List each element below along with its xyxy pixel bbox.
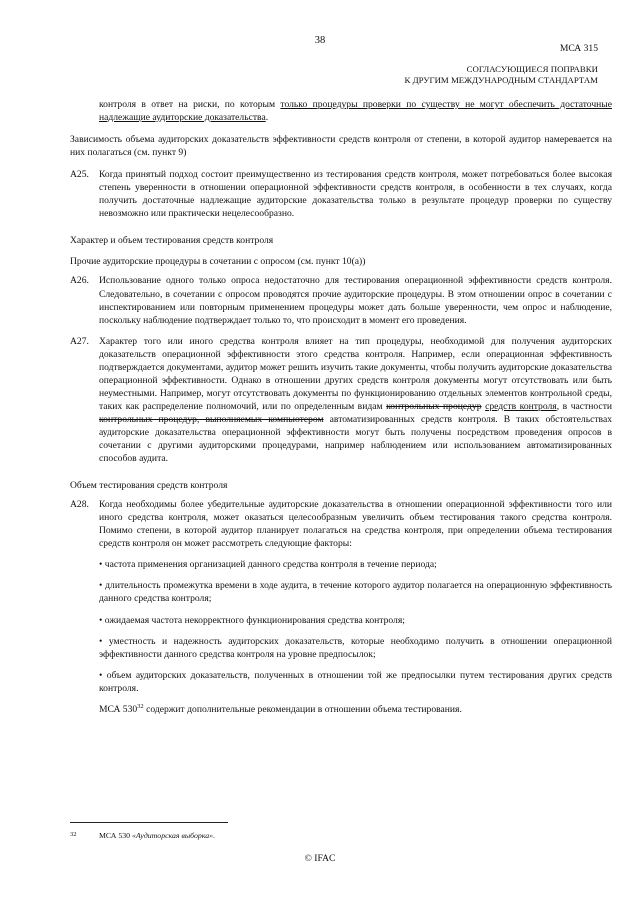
paragraph-a26: [70, 274, 612, 326]
paragraph-text: Использование одного только опроса недостаточно для тестирования операционной эффективности средств контроля. Следовательно, в сочетании с опросом проводятся прочие аудиторские процедуры. В этом отношении опрос в сочетании с инспектированием или повторным применением процедуры может дать больше уверенности, чем опрос и наблюдение, поскольку наблюдение подтверждает только то, что происходит в момент его проведения.: [99, 275, 612, 326]
footnote-reference: 32: [137, 702, 144, 710]
paragraph-text: Характер того или иного средства контроля влияет на тип процедуры, необходимой для получения аудиторских доказательств операционной эффективности этого средства контроля. Например, если операционная эффективность подтверждается документами, аудитор может решить изучить такие документы, чтобы получить аудиторские доказательства операционной эффективности. Однако в отношении других средств контроля документы могут отсутствовать или быть неуместными. Например, могут отсутствовать документы по функционированию отдельных элементов контрольной среды, таких как распределение полномочий, или по определенным видам контрольных процедур средств контроля, в частности контрольных процедур, выполняемых компьютером автоматизированных средств контроля. В таких обстоятельствах аудиторские доказательства операционной эффективности могут быть получены посредством проведения опросов в сочетании с другими аудиторскими процедурами, например наблюдением или использованием автоматизированных способов аудита.: [99, 335, 613, 465]
intro-continuation: контроля в ответ на риски, по которым только процедуры проверки по существу не могут обеспечить достаточные надлежащие аудиторские доказательства.: [99, 99, 612, 124]
footnote-number: 32: [70, 831, 77, 838]
body-content: [70, 98, 612, 716]
standard-code: МСА 315: [559, 43, 598, 54]
paragraph-text: Когда принятый подход состоит преимущественно из тестирования средств контроля, может потребоваться более высокая степень уверенности в отношении операционной эффективности средств контроля, в особенности в тех случаях, когда получить достаточные надлежащие аудиторские доказательства только в результате процедур проверки по существу невозможно или практически нецелесообразно.: [99, 169, 612, 220]
paragraph-a27: [70, 335, 612, 465]
bullet-list: [70, 558, 612, 716]
paragraph-number: A27.: [70, 335, 89, 347]
bullet-item: • длительность промежутка времени в ходе аудита, в течение которого аудитор полагается на операционную эффективность данного средства контроля;: [99, 580, 612, 605]
paragraph-a25: [70, 168, 612, 220]
section-heading-extent: Объем тестирования средств контроля: [70, 480, 228, 492]
paragraph-number: A28.: [70, 499, 89, 511]
running-header-line2: К ДРУГИМ МЕЖДУНАРОДНЫМ СТАНДАРТАМ: [404, 75, 598, 85]
struck-text: контрольных процедур, выполняемых компьютером: [99, 413, 324, 425]
underlined-insertion: средств контроля: [485, 400, 557, 412]
paragraph-text: Когда необходимы более убедительные аудиторские доказательства в отношении операционной эффективности того или иного средства контроля, может оказаться целесообразным увеличить объем тестирования такого средства контроля. Помимо степени, в которой аудитор планирует полагаться на средства контроля, при определении объема тестирования средств контроля он может рассмотреть следующие факторы:: [99, 499, 612, 550]
bullet-item: • ожидаемая частота некорректного функционирования средства контроля;: [99, 614, 405, 626]
subsection-heading-other-procedures: Прочие аудиторские процедуры в сочетании с опросом (см. пункт 10(a)): [70, 256, 366, 268]
footnote: [70, 831, 215, 843]
struck-text: контрольных процедур: [386, 400, 482, 412]
paragraph-number: A26.: [70, 275, 89, 287]
section-heading-nature: Характер и объем тестирования средств контроля: [70, 235, 274, 247]
underlined-insertion: только процедуры проверки по существу не могут обеспечить достаточные надлежащие аудиторские доказательства: [99, 99, 612, 124]
bullet-item: • частота применения организацией данного средства контроля в течение периода;: [99, 559, 437, 571]
bullet-item: • объем аудиторских доказательств, полученных в отношении той же предпосылки путем тестирования других средств контроля.: [99, 669, 612, 694]
bullet-item: • уместность и надежность аудиторских доказательств, которые необходимо получить в отношении операционной эффективности данного средства контроля на уровне предпосылок;: [99, 635, 612, 660]
running-header-line1: СОГЛАСУЮЩИЕСЯ ПОПРАВКИ: [466, 64, 598, 74]
paragraph-number: A25.: [70, 169, 89, 181]
footnote-text: МСА 530 «Аудиторская выборка».: [99, 831, 215, 840]
footnote-divider: [70, 822, 228, 823]
copyright-footer: © IFAC: [304, 853, 336, 864]
paragraph-a28: [70, 498, 612, 550]
page-number: 38: [314, 35, 326, 46]
closing-sentence: МСА $530^{32}$ содержит дополнительные рекомендации в отношении объема тестирования.: [99, 702, 462, 715]
dependence-heading: Зависимость объема аудиторских доказательств эффективности средств контроля от степени, в которой аудитор намеревается на них полагаться (см. пункт 9): [70, 134, 612, 159]
